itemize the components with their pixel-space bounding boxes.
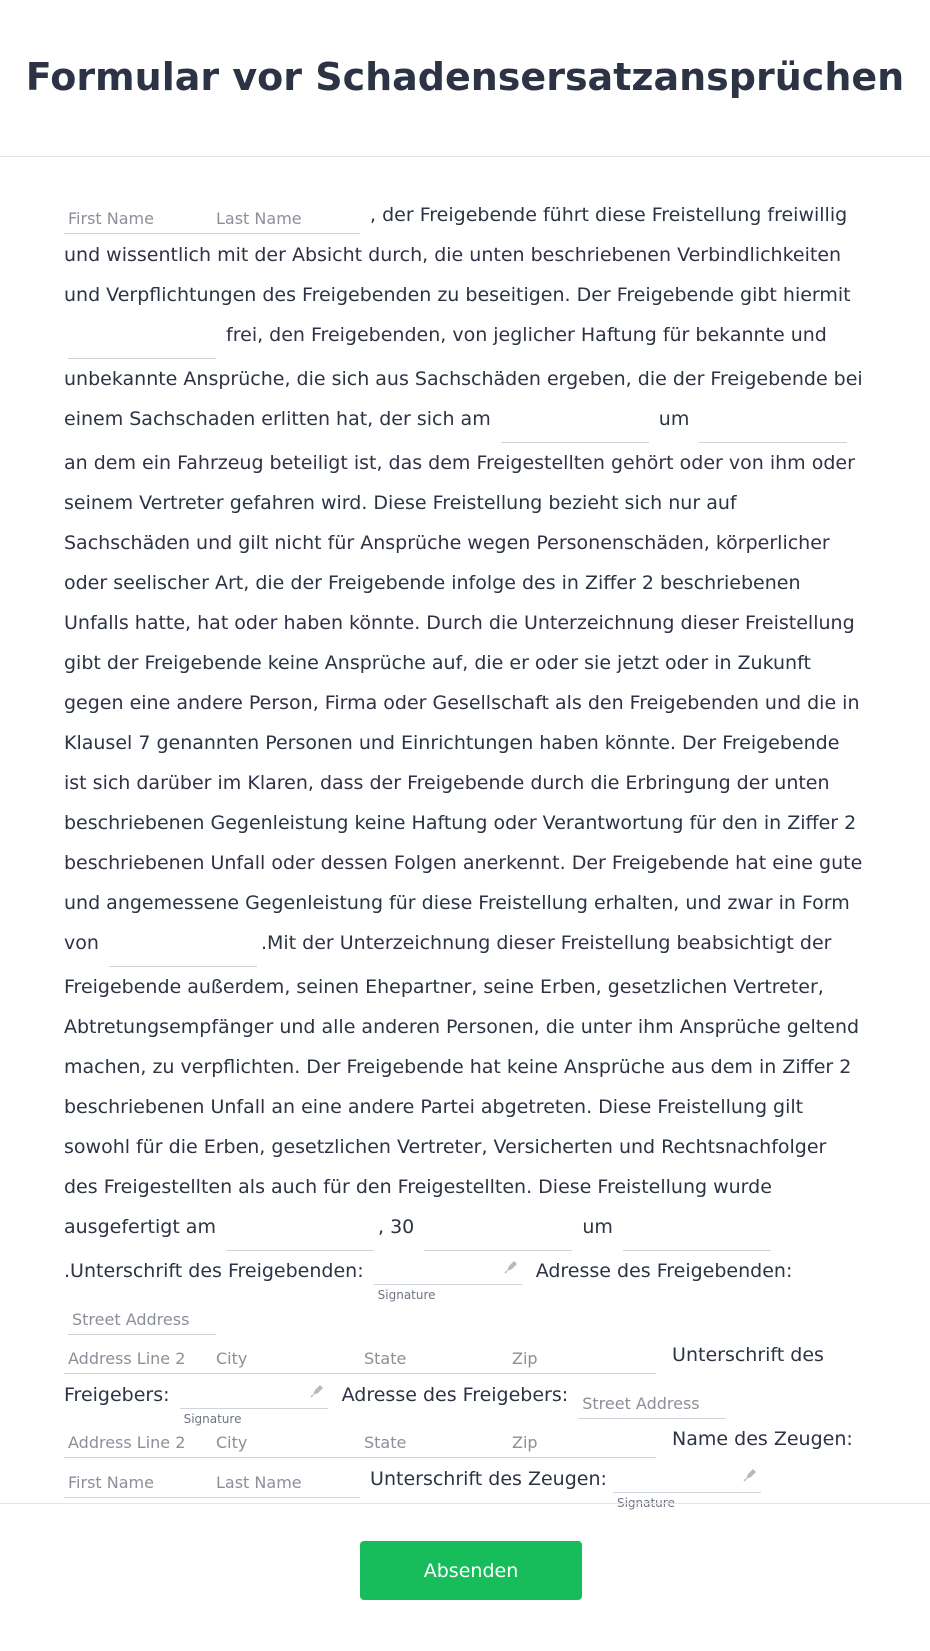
form-header bbox=[0, 0, 930, 157]
text-segment: Adresse des Freigebenden: bbox=[535, 1260, 793, 1282]
releasee-street-input[interactable] bbox=[578, 1389, 726, 1419]
text-segment: um bbox=[658, 408, 690, 430]
releasee-signature-pad[interactable] bbox=[180, 1378, 328, 1426]
submit-button[interactable]: Absenden bbox=[360, 1541, 582, 1600]
released-party-input[interactable] bbox=[68, 329, 216, 359]
witness-last-name-input[interactable] bbox=[212, 1467, 360, 1497]
text-segment: , 30 bbox=[378, 1216, 415, 1238]
releasee-address-field bbox=[64, 1427, 656, 1458]
execution-year-input[interactable] bbox=[424, 1221, 572, 1251]
releasor-street-input[interactable] bbox=[68, 1305, 216, 1335]
witness-name-field bbox=[64, 1467, 360, 1498]
releasor-address-field bbox=[64, 1343, 656, 1374]
releasor-name-field bbox=[64, 203, 360, 234]
releasor-first-name-input[interactable] bbox=[64, 203, 212, 233]
text-segment: Unterschrift des Zeugen: bbox=[370, 1468, 607, 1490]
text-segment: .Unterschrift des Freigebenden: bbox=[64, 1260, 364, 1282]
consideration-input[interactable] bbox=[109, 937, 257, 967]
text-segment: , der Freigebende führt diese Freistellung freiwillig und wissentlich mit der Absicht durch, die unten beschriebenen Verbindlichkeiten und Verpflichtungen des Freigebenden zu beseitigen. Der Freigebende gibt hiermit bbox=[64, 204, 851, 306]
releasor-city-input[interactable] bbox=[212, 1343, 360, 1373]
form-footer bbox=[0, 1503, 930, 1651]
text-segment: Name des Zeugen: bbox=[672, 1428, 853, 1450]
text-segment: Adresse des Freigebers: bbox=[341, 1384, 569, 1406]
releasee-address-line2-input[interactable] bbox=[64, 1427, 212, 1457]
form-title: Formular vor Schadensersatzansprüchen bbox=[25, 55, 905, 99]
form-body bbox=[0, 157, 930, 1510]
incident-date-input[interactable] bbox=[501, 413, 649, 443]
releasor-state-input[interactable] bbox=[360, 1343, 508, 1373]
releasor-zip-input[interactable] bbox=[508, 1343, 656, 1373]
execution-place-input[interactable] bbox=[623, 1221, 771, 1251]
releasor-signature-pad[interactable] bbox=[374, 1254, 522, 1302]
signature-caption: Signature bbox=[183, 1412, 242, 1426]
release-text bbox=[64, 195, 866, 1510]
pen-icon bbox=[310, 1382, 326, 1398]
releasee-city-input[interactable] bbox=[212, 1427, 360, 1457]
text-segment: an dem ein Fahrzeug beteiligt ist, das dem Freigestellten gehört oder von ihm oder seinem Vertreter gefahren wird. Diese Freistellung bezieht sich nur auf Sachschäden und gilt nicht für Ansprüche wegen Personenschäden, körperlicher oder seelischer Art, die der Freigebende infolge des in Ziffer 2 beschriebenen Unfalls hatte, hat oder haben könnte. Durch die Unterzeichnung dieser Freistellung gibt der Freigebende keine Ansprüche auf, die er oder sie jetzt oder in Zukunft gegen eine andere Person, Firma oder Gesellschaft als den Freigebenden und die in Klausel 7 genannten Personen und Einrichtungen haben könnte. Der Freigebende ist sich darüber im Klaren, dass der Freigebende durch die Erbringung der unten beschriebenen Gegenleistung keine Haftung oder Verantwortung für den in Ziffer 2 beschriebenen Unfall oder dessen Folgen anerkennt. Der Freigebende hat eine gute und angemessene Gegenleistung für diese Freistellung erhalten, und zwar in Form von bbox=[64, 452, 863, 954]
text-segment: um bbox=[582, 1216, 613, 1238]
text-segment: .Mit der Unterzeichnung dieser Freistellung beabsichtigt der Freigebende außerdem, seinen Ehepartner, seine Erben, gesetzlichen Vertreter, Abtretungsempfänger und alle anderen Personen, die unter ihm Ansprüche geltend machen, zu verpflichten. Der Freigebende hat keine Ansprüche aus dem in Ziffer 2 beschriebenen Unfall an eine andere Partei abgetreten. Diese Freistellung gilt sowohl für die Erben, gesetzlichen Vertreter, Versicherten und Rechtsnachfolger des Freigestellten als auch für den Freigestellten. Diese Freistellung wurde ausgefertigt am bbox=[64, 932, 860, 1238]
signature-caption: Signature bbox=[377, 1288, 436, 1302]
pen-icon bbox=[743, 1466, 759, 1482]
execution-date-input[interactable] bbox=[226, 1221, 374, 1251]
witness-first-name-input[interactable] bbox=[64, 1467, 212, 1497]
signature-caption: Signature bbox=[616, 1496, 675, 1510]
releasor-address-line2-input[interactable] bbox=[64, 1343, 212, 1373]
releasor-last-name-input[interactable] bbox=[212, 203, 360, 233]
pen-icon bbox=[504, 1258, 520, 1274]
incident-location-input[interactable] bbox=[699, 413, 847, 443]
releasee-zip-input[interactable] bbox=[508, 1427, 656, 1457]
text-segment: frei, den Freigebenden, von jeglicher Haftung für bekannte und unbekannte Ansprüche, die sich aus Sachschäden ergeben, die der Freigebende bei einem Sachschaden erlitten hat, der sich am bbox=[64, 324, 863, 430]
releasee-state-input[interactable] bbox=[360, 1427, 508, 1457]
witness-signature-pad[interactable] bbox=[613, 1462, 761, 1510]
text-segment: Unterschrift des Freigebers: bbox=[64, 1344, 824, 1406]
